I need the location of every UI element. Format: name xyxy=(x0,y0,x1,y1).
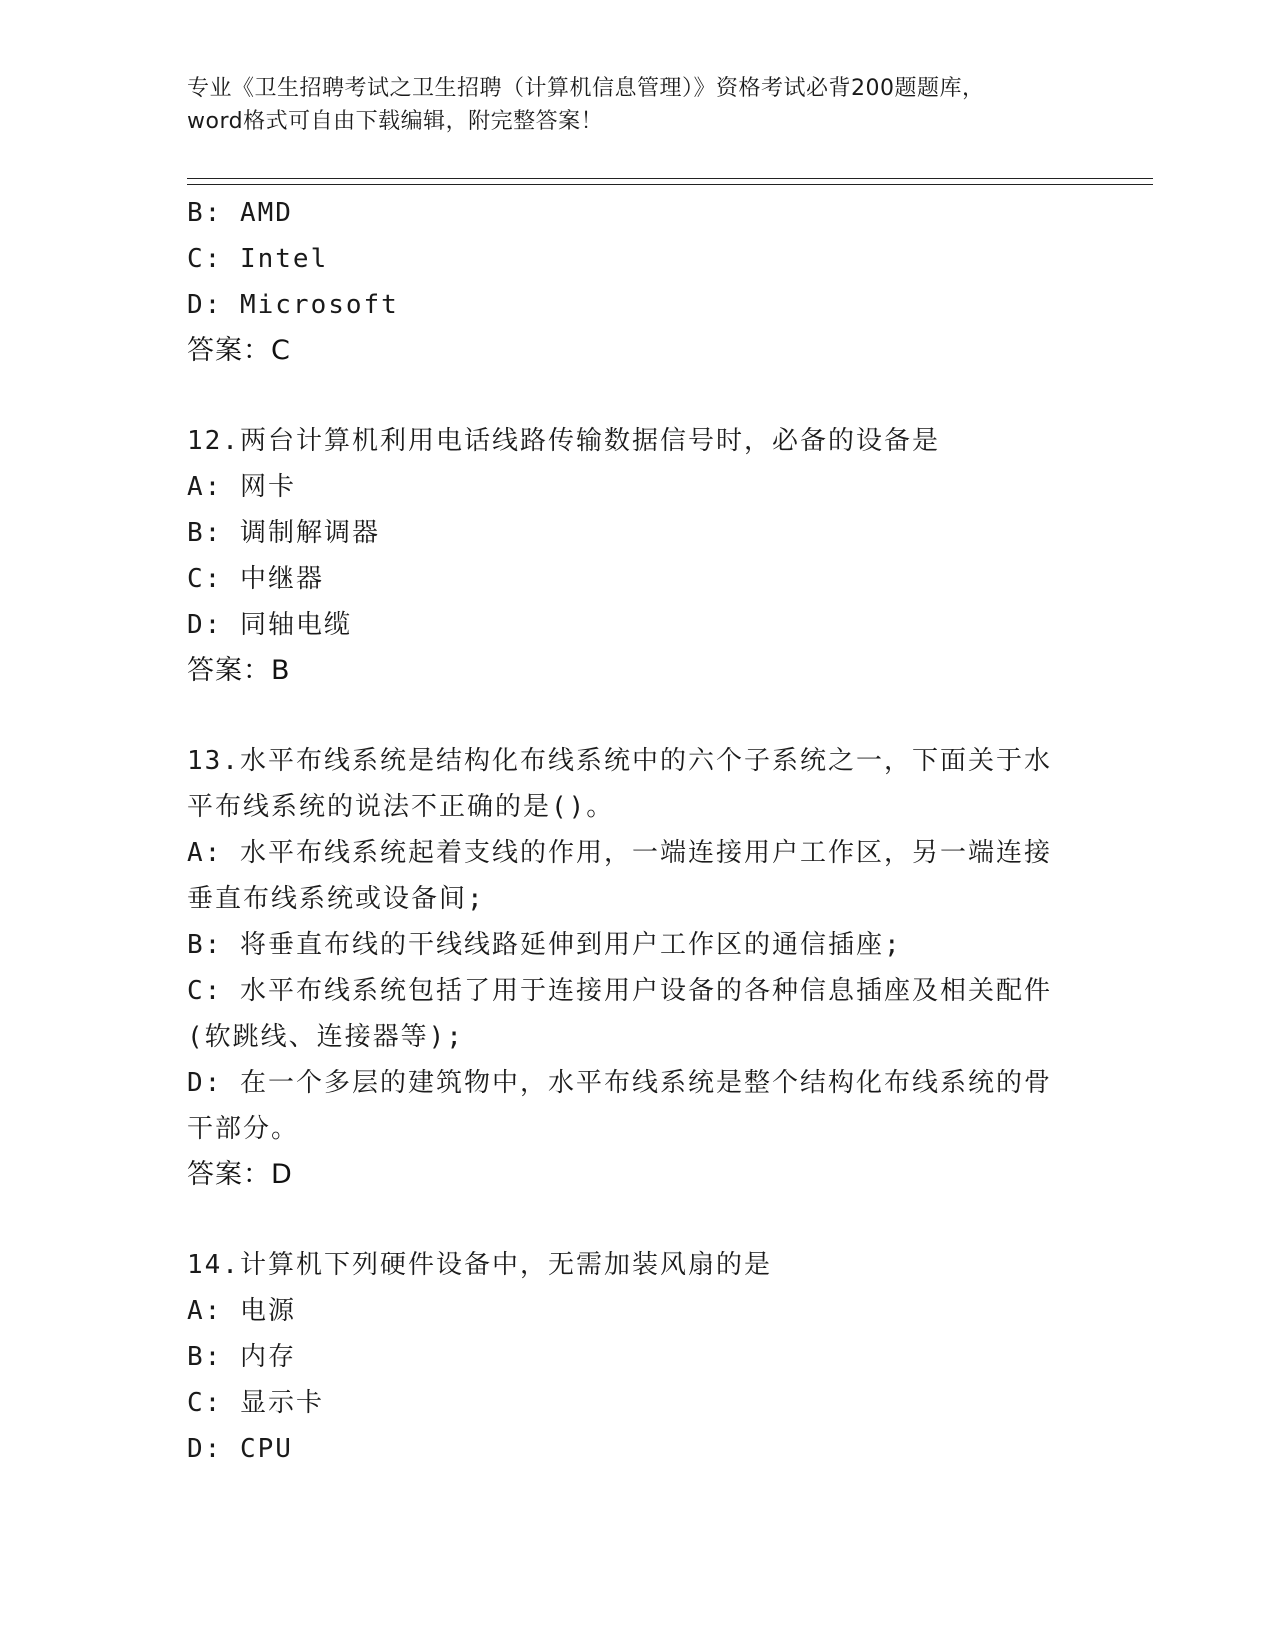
document-header xyxy=(187,72,1087,138)
question-13-option-c-line-2: (软跳线、连接器等); xyxy=(187,1022,464,1052)
question-13-option-b: B: 将垂直布线的干线线路延伸到用户工作区的通信插座; xyxy=(187,930,902,960)
question-13-answer: 答案：D xyxy=(187,1159,293,1190)
question-13-option-d-line-1: D: 在一个多层的建筑物中，水平布线系统是整个结构化布线系统的骨 xyxy=(187,1068,1052,1098)
question-12-option-c: C: 中继器 xyxy=(187,564,324,594)
question-11-option-d: D: Microsoft xyxy=(187,290,399,320)
question-11-answer: 答案：C xyxy=(187,335,291,366)
question-12-answer: 答案：B xyxy=(187,655,291,686)
question-14-option-a: A: 电源 xyxy=(187,1296,296,1326)
question-11-option-c: C: Intel xyxy=(187,244,329,274)
document-page xyxy=(187,0,1147,1650)
question-12 xyxy=(187,418,1087,694)
question-14-text: 14.计算机下列硬件设备中，无需加装风扇的是 xyxy=(187,1250,772,1280)
question-14 xyxy=(187,1242,1087,1472)
spacer xyxy=(187,694,1087,738)
question-11-option-b: B: AMD xyxy=(187,198,293,228)
question-12-option-b: B: 调制解调器 xyxy=(187,518,380,548)
question-13-option-d-line-2: 干部分。 xyxy=(187,1114,300,1144)
question-11 xyxy=(187,190,1087,374)
question-14-option-c: C: 显示卡 xyxy=(187,1388,324,1418)
header-title-line-1: 专业《卫生招聘考试之卫生招聘（计算机信息管理）》资格考试必背200题题库， xyxy=(187,76,985,101)
question-13-text-line-2: 平布线系统的说法不正确的是()。 xyxy=(187,792,615,822)
spacer xyxy=(187,1198,1087,1242)
question-14-option-b: B: 内存 xyxy=(187,1342,296,1372)
question-14-option-d: D: CPU xyxy=(187,1434,293,1464)
question-13-option-c-line-1: C: 水平布线系统包括了用于连接用户设备的各种信息插座及相关配件 xyxy=(187,976,1052,1006)
header-title-line-2: word格式可自由下载编辑，附完整答案！ xyxy=(187,109,604,134)
question-12-option-a: A: 网卡 xyxy=(187,472,296,502)
question-13-option-a-line-1: A: 水平布线系统起着支线的作用，一端连接用户工作区，另一端连接 xyxy=(187,838,1052,868)
question-13-option-a-line-2: 垂直布线系统或设备间; xyxy=(187,884,485,914)
question-12-text: 12.两台计算机利用电话线路传输数据信号时，必备的设备是 xyxy=(187,426,940,456)
question-12-option-d: D: 同轴电缆 xyxy=(187,610,352,640)
header-divider xyxy=(187,178,1153,185)
question-list xyxy=(187,190,1087,1472)
question-13-text-line-1: 13.水平布线系统是结构化布线系统中的六个子系统之一，下面关于水 xyxy=(187,746,1052,776)
question-13 xyxy=(187,738,1087,1198)
spacer xyxy=(187,374,1087,418)
